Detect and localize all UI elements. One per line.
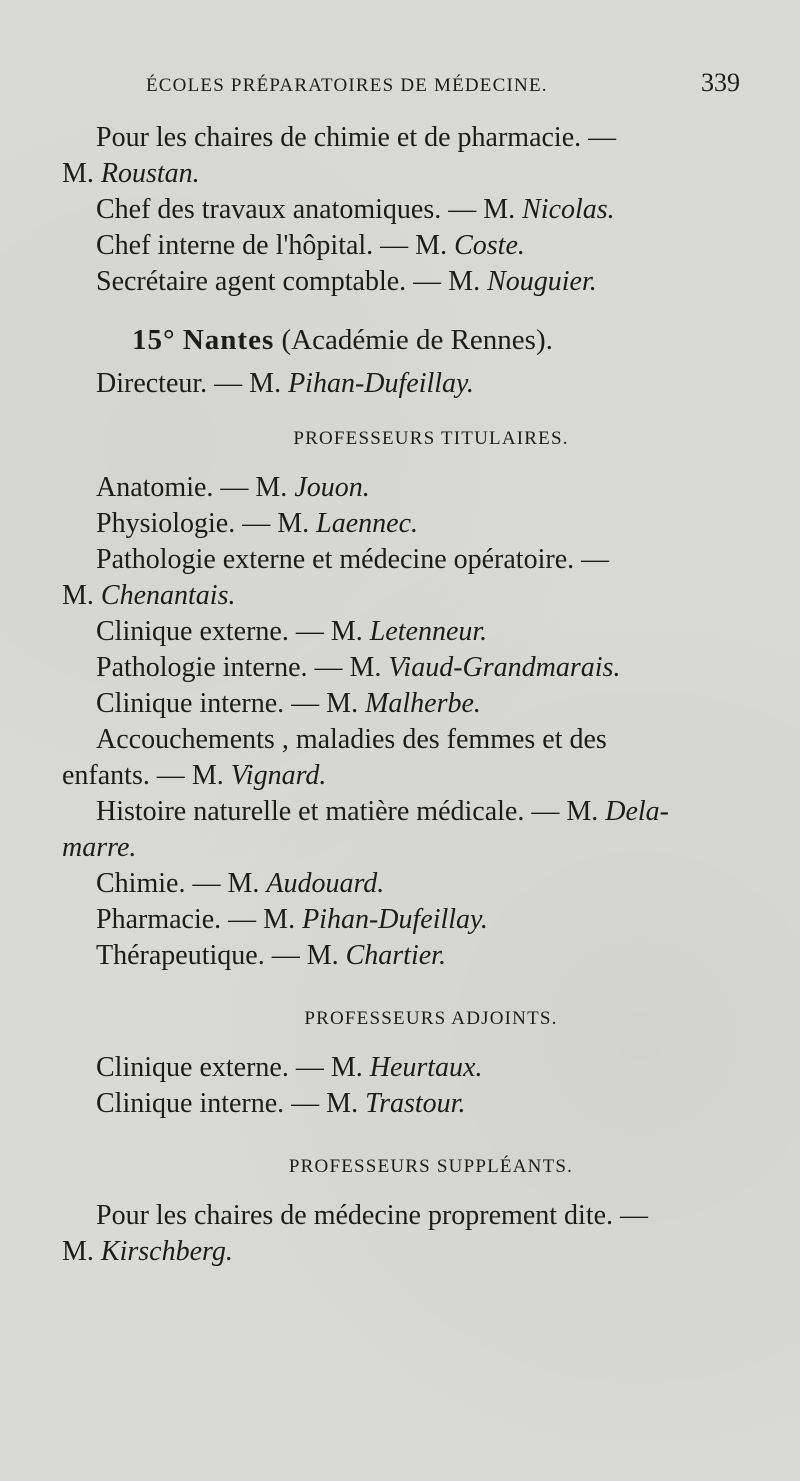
section-city: Nantes — [182, 324, 275, 356]
text-line: Clinique interne. — M. Malherbe. — [96, 688, 481, 719]
text-line: Clinique interne. — M. Trastour. — [96, 1088, 466, 1119]
person-name: Chartier. — [345, 940, 446, 971]
person-name: Roustan. — [100, 158, 200, 189]
text-line: Chimie. — M. Audouard. — [96, 868, 385, 899]
section-academy: (Académie de Rennes). — [281, 324, 553, 356]
heading-titulaires: PROFESSEURS TITULAIRES. — [293, 428, 569, 449]
text-line: Chef interne de l'hôpital. — M. Coste. — [96, 230, 525, 261]
text-line: Physiologie. — M. Laennec. — [96, 508, 418, 539]
text-line: Secrétaire agent comptable. — M. Nouguier. — [96, 266, 597, 297]
text-line: Anatomie. — M. Jouon. — [96, 472, 370, 503]
text-line: Clinique externe. — M. Heurtaux. — [96, 1052, 483, 1083]
person-name: Chenantais. — [100, 580, 236, 611]
text-line: Chef des travaux anatomiques. — M. Nicolas. — [96, 194, 615, 225]
person-name: Coste. — [454, 230, 525, 261]
running-head — [62, 68, 740, 98]
person-name: Pihan-Dufeillay. — [302, 904, 488, 935]
section-number: 15° — [132, 324, 176, 356]
text-line: Pour les chaires de chimie et de pharmacie. — — [96, 122, 617, 153]
section-title — [62, 322, 740, 358]
heading-suppleants: PROFESSEURS SUPPLÉANTS. — [288, 1156, 574, 1177]
text-line: Histoire naturelle et matière médicale. — M. Dela- — [96, 796, 670, 827]
page-number: 339 — [701, 68, 740, 97]
person-name: Letenneur. — [369, 616, 488, 647]
text-line: M. Roustan. — [62, 158, 200, 189]
person-name: marre. — [62, 832, 137, 863]
person-name: Laennec. — [316, 508, 418, 539]
text-line: M. Chenantais. — [62, 580, 236, 611]
person-name: Kirschberg. — [100, 1236, 233, 1267]
person-name: Heurtaux. — [369, 1052, 483, 1083]
person-name: Vignard. — [230, 760, 327, 791]
running-head-title: ÉCOLES PRÉPARATOIRES DE MÉDECINE. — [146, 75, 548, 96]
person-name: Nicolas. — [522, 194, 615, 225]
person-name: Pihan-Dufeillay. — [288, 368, 474, 399]
person-name: Dela- — [605, 796, 670, 827]
person-name: Viaud-Grandmarais. — [388, 652, 621, 683]
text-line: Thérapeutique. — M. Chartier. — [96, 940, 446, 971]
person-name: Nouguier. — [487, 266, 597, 297]
text-line — [62, 830, 740, 866]
text-line: Pharmacie. — M. Pihan-Dufeillay. — [96, 904, 488, 935]
text-line: Pathologie externe et médecine opératoire. — — [96, 544, 610, 575]
text-line: Pathologie interne. — M. Viaud-Grandmarais. — [96, 652, 621, 683]
person-name: Jouon. — [294, 472, 370, 503]
person-name: Audouard. — [266, 868, 385, 899]
text-line: M. Kirschberg. — [62, 1236, 233, 1267]
director-line: Directeur. — M. Pihan-Dufeillay. — [96, 368, 474, 399]
text-line: Pour les chaires de médecine proprement dite. — — [96, 1200, 649, 1231]
text-line: Clinique externe. — M. Letenneur. — [96, 616, 488, 647]
person-name: Trastour. — [365, 1088, 466, 1119]
text-line: enfants. — M. Vignard. — [62, 760, 327, 791]
heading-adjoints: PROFESSEURS ADJOINTS. — [304, 1008, 558, 1029]
person-name: Malherbe. — [365, 688, 481, 719]
text-line: Accouchements , maladies des femmes et des — [96, 724, 607, 755]
